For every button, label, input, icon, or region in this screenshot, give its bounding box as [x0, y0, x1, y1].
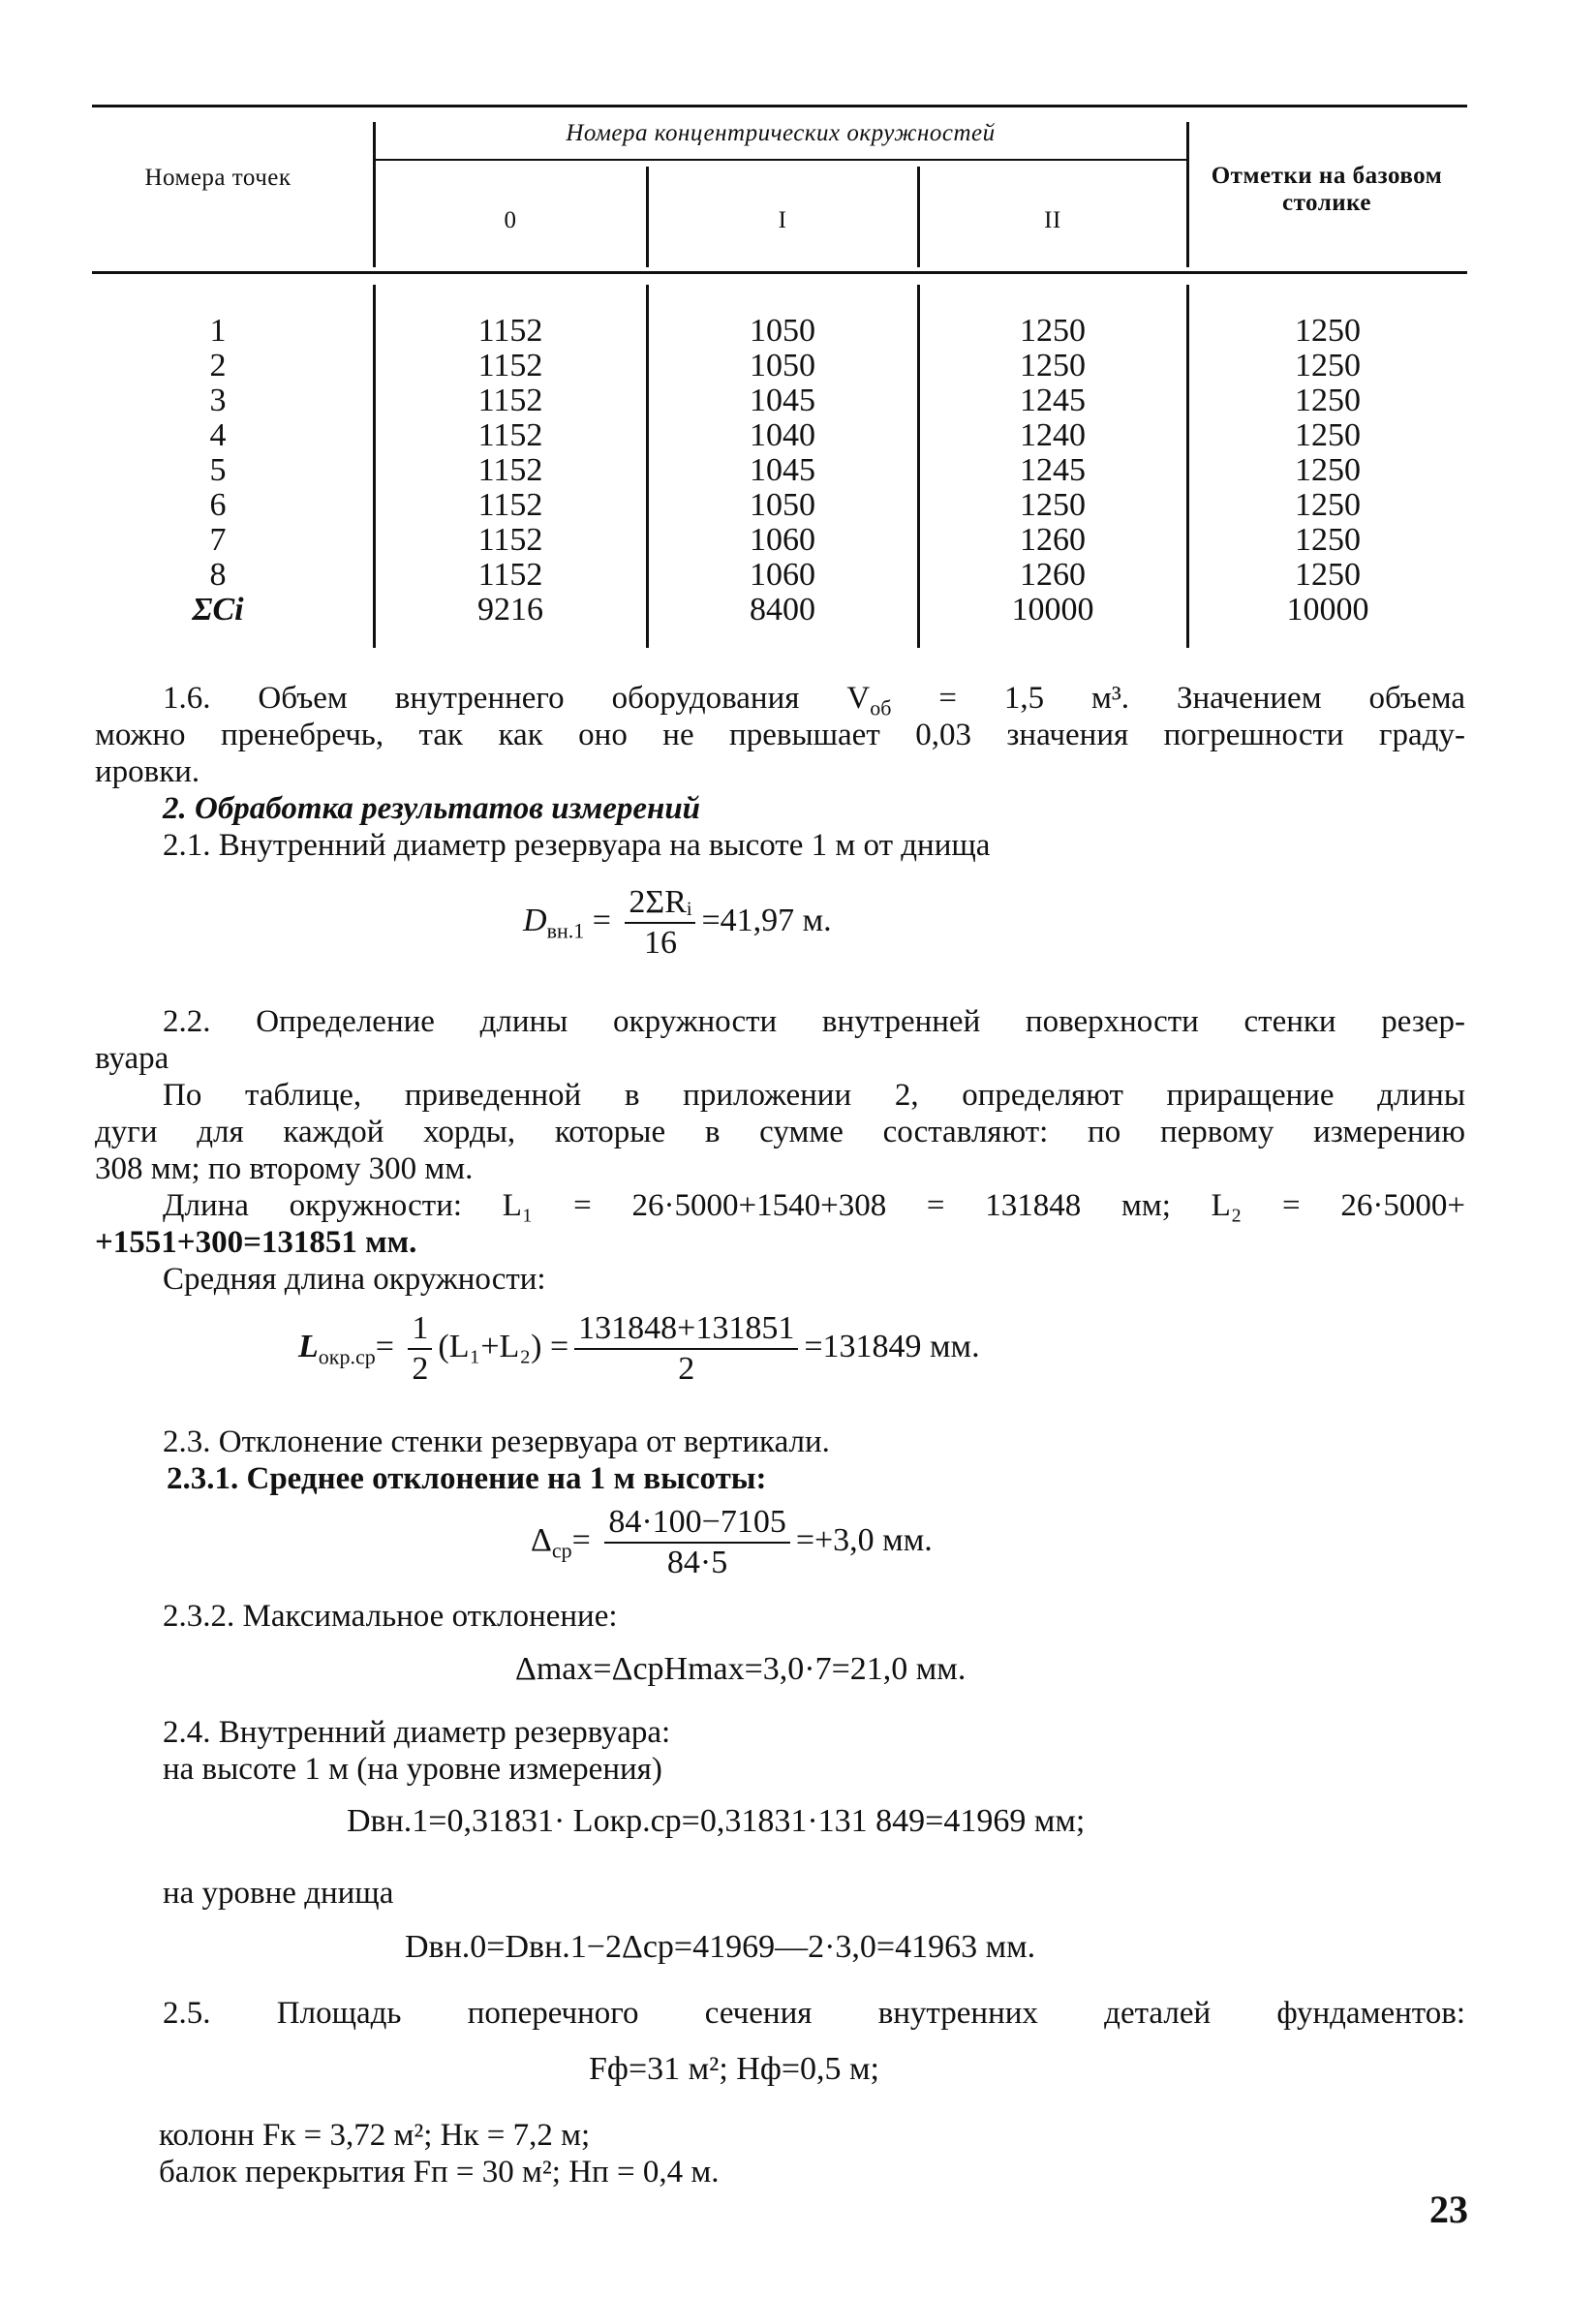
table-cell: 1050 [750, 313, 815, 349]
column-points [131, 314, 305, 628]
denominator: 2 [412, 1351, 429, 1387]
formula-subscript: ср [551, 1538, 572, 1563]
paragraph-2-2-line2: вуара [95, 1041, 169, 1076]
table-cell: 1250 [1295, 522, 1361, 558]
table-cell: 1250 [1295, 417, 1361, 453]
table-cell: 1250 [1295, 313, 1361, 349]
table-top-rule [92, 105, 1467, 107]
table-cell: 1152 [477, 452, 543, 488]
formula-text: (L₁+L₂) = [438, 1328, 569, 1364]
paragraph-2-2b-line2: дуги для каждой хорды, которые в сумме составляют: по первому измерению [95, 1115, 1465, 1149]
table-cell: 1060 [750, 522, 815, 558]
table-cell: 1040 [750, 417, 815, 453]
table-cell: 1050 [750, 348, 815, 383]
table-cell: 1152 [477, 487, 543, 523]
header-concentric-circles: Номера концентрических окружностей [566, 120, 996, 146]
column-circle-2 [919, 314, 1186, 628]
table-cell: 1240 [1020, 417, 1086, 453]
formula-max-deviation: Δmax=ΔсрHmax=3,0·7=21,0 мм. [515, 1651, 967, 1687]
table-cell: 1 [209, 313, 227, 349]
text: 1.6. Объем внутреннего оборудования V [163, 681, 871, 716]
header-circle-1: I [778, 207, 787, 233]
numerator: 84·100−7105 [604, 1503, 790, 1544]
denominator: 84·5 [666, 1545, 728, 1580]
paragraph-1-6-line3: ировки. [95, 754, 200, 789]
formula-mean-circumference: $L_{окр.ср}=$ $\frac{1}{2}$ (L₁+L₂) = $\frac{131848+131851}{2}$ =131849 мм. [298, 1310, 980, 1387]
table-cell: 1045 [750, 452, 815, 488]
formula-diameter-bottom-level: Dвн.0=Dвн.1−2Δср=41969—2·3,0=41963 мм. [405, 1929, 1036, 1965]
formula-symbol: L [298, 1328, 319, 1364]
paragraph-1-6-line2: можно пренебречь, так как оно не превышает 0,03 значения погрешности граду- [95, 718, 1465, 752]
formula-symbol: Δ [531, 1521, 552, 1558]
table-cell: ΣCi [192, 592, 244, 628]
formula-result: =+3,0 мм. [795, 1521, 933, 1558]
paragraph-2-5-line3: балок перекрытия Fп = 30 м²; Hп = 0,4 м. [159, 2155, 720, 2190]
paragraph-2-3-2: 2.3.2. Максимальное отклонение: [163, 1599, 618, 1634]
paragraph-2-3: 2.3. Отклонение стенки резервуара от вертикали. [163, 1424, 830, 1459]
formula-subscript: вн.1 [546, 918, 585, 943]
numerator: 2ΣRᵢ [625, 883, 695, 924]
table-cell: 1250 [1295, 487, 1361, 523]
table-cell: 1152 [477, 417, 543, 453]
table-cell: 1250 [1295, 348, 1361, 383]
table-cell: 1050 [750, 487, 815, 523]
table-cell: 1152 [477, 522, 543, 558]
table-cell: 10000 [1286, 592, 1369, 628]
paragraph-2-5-line2: колонн Fк = 3,72 м²; Hк = 7,2 м; [159, 2118, 591, 2153]
table-cell: 2 [209, 348, 227, 383]
text: об [870, 695, 892, 720]
table-cell: 1250 [1020, 487, 1086, 523]
table-cell: 10000 [1011, 592, 1094, 628]
table-cell: 1045 [750, 383, 815, 418]
paragraph-2-1: 2.1. Внутренний диаметр резервуара на высоте 1 м от днища [163, 828, 991, 863]
paragraph-2-2d: Средняя длина окружности: [163, 1262, 546, 1297]
table-cell: 9216 [477, 592, 543, 628]
denominator: 2 [678, 1351, 695, 1387]
table-cell: 1245 [1020, 452, 1086, 488]
table-cell: 1250 [1295, 557, 1361, 593]
table-cell: 1152 [477, 383, 543, 418]
paragraph-2-4-line2: на высоте 1 м (на уровне измерения) [163, 1752, 662, 1787]
table-cell: 7 [209, 522, 227, 558]
paragraph-2-4-line1: 2.4. Внутренний диаметр резервуара: [163, 1715, 671, 1750]
formula-inner-diameter: $D_{вн.1}$ = $\frac{\text{2ΣRᵢ}}{16}$ =41,97 м. [523, 884, 832, 961]
table-cell: 1260 [1020, 522, 1086, 558]
paragraph-2-3-1: 2.3.1. Среднее отклонение на 1 м высоты: [167, 1461, 767, 1496]
fraction [408, 1309, 432, 1389]
paragraph-2-2c-line2: +1551+300=131851 мм. [95, 1225, 417, 1260]
paragraph-2-2-line1: 2.2. Определение длины окружности внутренней поверхности стенки резер- [163, 1004, 1465, 1039]
table-cell: 1152 [477, 557, 543, 593]
table-cell: 1250 [1295, 452, 1361, 488]
table-cell: 1245 [1020, 383, 1086, 418]
header-circle-2: II [1044, 207, 1061, 233]
table-cell: 8400 [750, 592, 815, 628]
table-cell: 4 [209, 417, 227, 453]
table-cell: 1152 [477, 348, 543, 383]
formula-diameter-measurement-level: Dвн.1=0,31831· Lокр.ср=0,31831·131 849=41969 мм; [347, 1803, 1086, 1839]
formula-result: =131849 мм. [804, 1328, 980, 1364]
table-cell: 6 [209, 487, 227, 523]
header-points: Номера точек [144, 165, 292, 191]
table-cell: 5 [209, 452, 227, 488]
table-vline [1186, 122, 1189, 267]
page-number: 23 [1429, 2188, 1468, 2231]
header-base-marks: Отметки на базовом столике [1211, 163, 1443, 216]
fraction [625, 883, 695, 963]
table-cell: 1260 [1020, 557, 1086, 593]
header-circle-0: 0 [504, 207, 517, 233]
section-heading-2: 2. Обработка результатов измерений [163, 791, 701, 826]
paragraph-2-2b-line3: 308 мм; по второму 300 мм. [95, 1151, 474, 1186]
fraction [574, 1309, 798, 1389]
table-cell: 1060 [750, 557, 815, 593]
table-cell: 1250 [1295, 383, 1361, 418]
table-cell: 1250 [1020, 313, 1086, 349]
formula-result: =41,97 м. [701, 902, 832, 938]
table-group-rule [375, 159, 1186, 161]
column-base-marks [1188, 314, 1467, 628]
numerator: 1 [408, 1309, 432, 1350]
fraction [604, 1503, 790, 1582]
column-circle-1 [648, 314, 917, 628]
paragraph-2-2b-line1: По таблице, приведенной в приложении 2, определяют приращение длины [163, 1078, 1465, 1113]
numerator: 131848+131851 [574, 1309, 798, 1350]
table-cell: 3 [209, 383, 227, 418]
table-header-rule [92, 271, 1467, 274]
paragraph-2-2c-line1: Длина окружности: L₁ = 26·5000+1540+308 = 131848 мм; L₂ = 26·5000+ [163, 1188, 1465, 1223]
formula-foundation: Fф=31 м²; Hф=0,5 м; [589, 2051, 879, 2087]
formula-symbol: D [523, 902, 547, 938]
measurement-table [92, 105, 1467, 652]
column-circle-0 [375, 314, 646, 628]
formula-subscript: окр.ср [318, 1344, 376, 1369]
denominator: 16 [643, 925, 677, 961]
table-cell: 1250 [1020, 348, 1086, 383]
paragraph-2-4-line3: на уровне днища [163, 1876, 394, 1911]
table-cell: 1152 [477, 313, 543, 349]
text: = 1,5 м³. Значением объема [891, 681, 1465, 716]
table-cell: 8 [209, 557, 227, 593]
formula-mean-deviation: $\Delta_{ср}=$ $\frac{84\cdot 100-7105}{84\cdot 5}$ =+3,0 мм. [531, 1504, 933, 1580]
paragraph-2-5: 2.5. Площадь поперечного сечения внутренних деталей фундаментов: [163, 1996, 1465, 2031]
